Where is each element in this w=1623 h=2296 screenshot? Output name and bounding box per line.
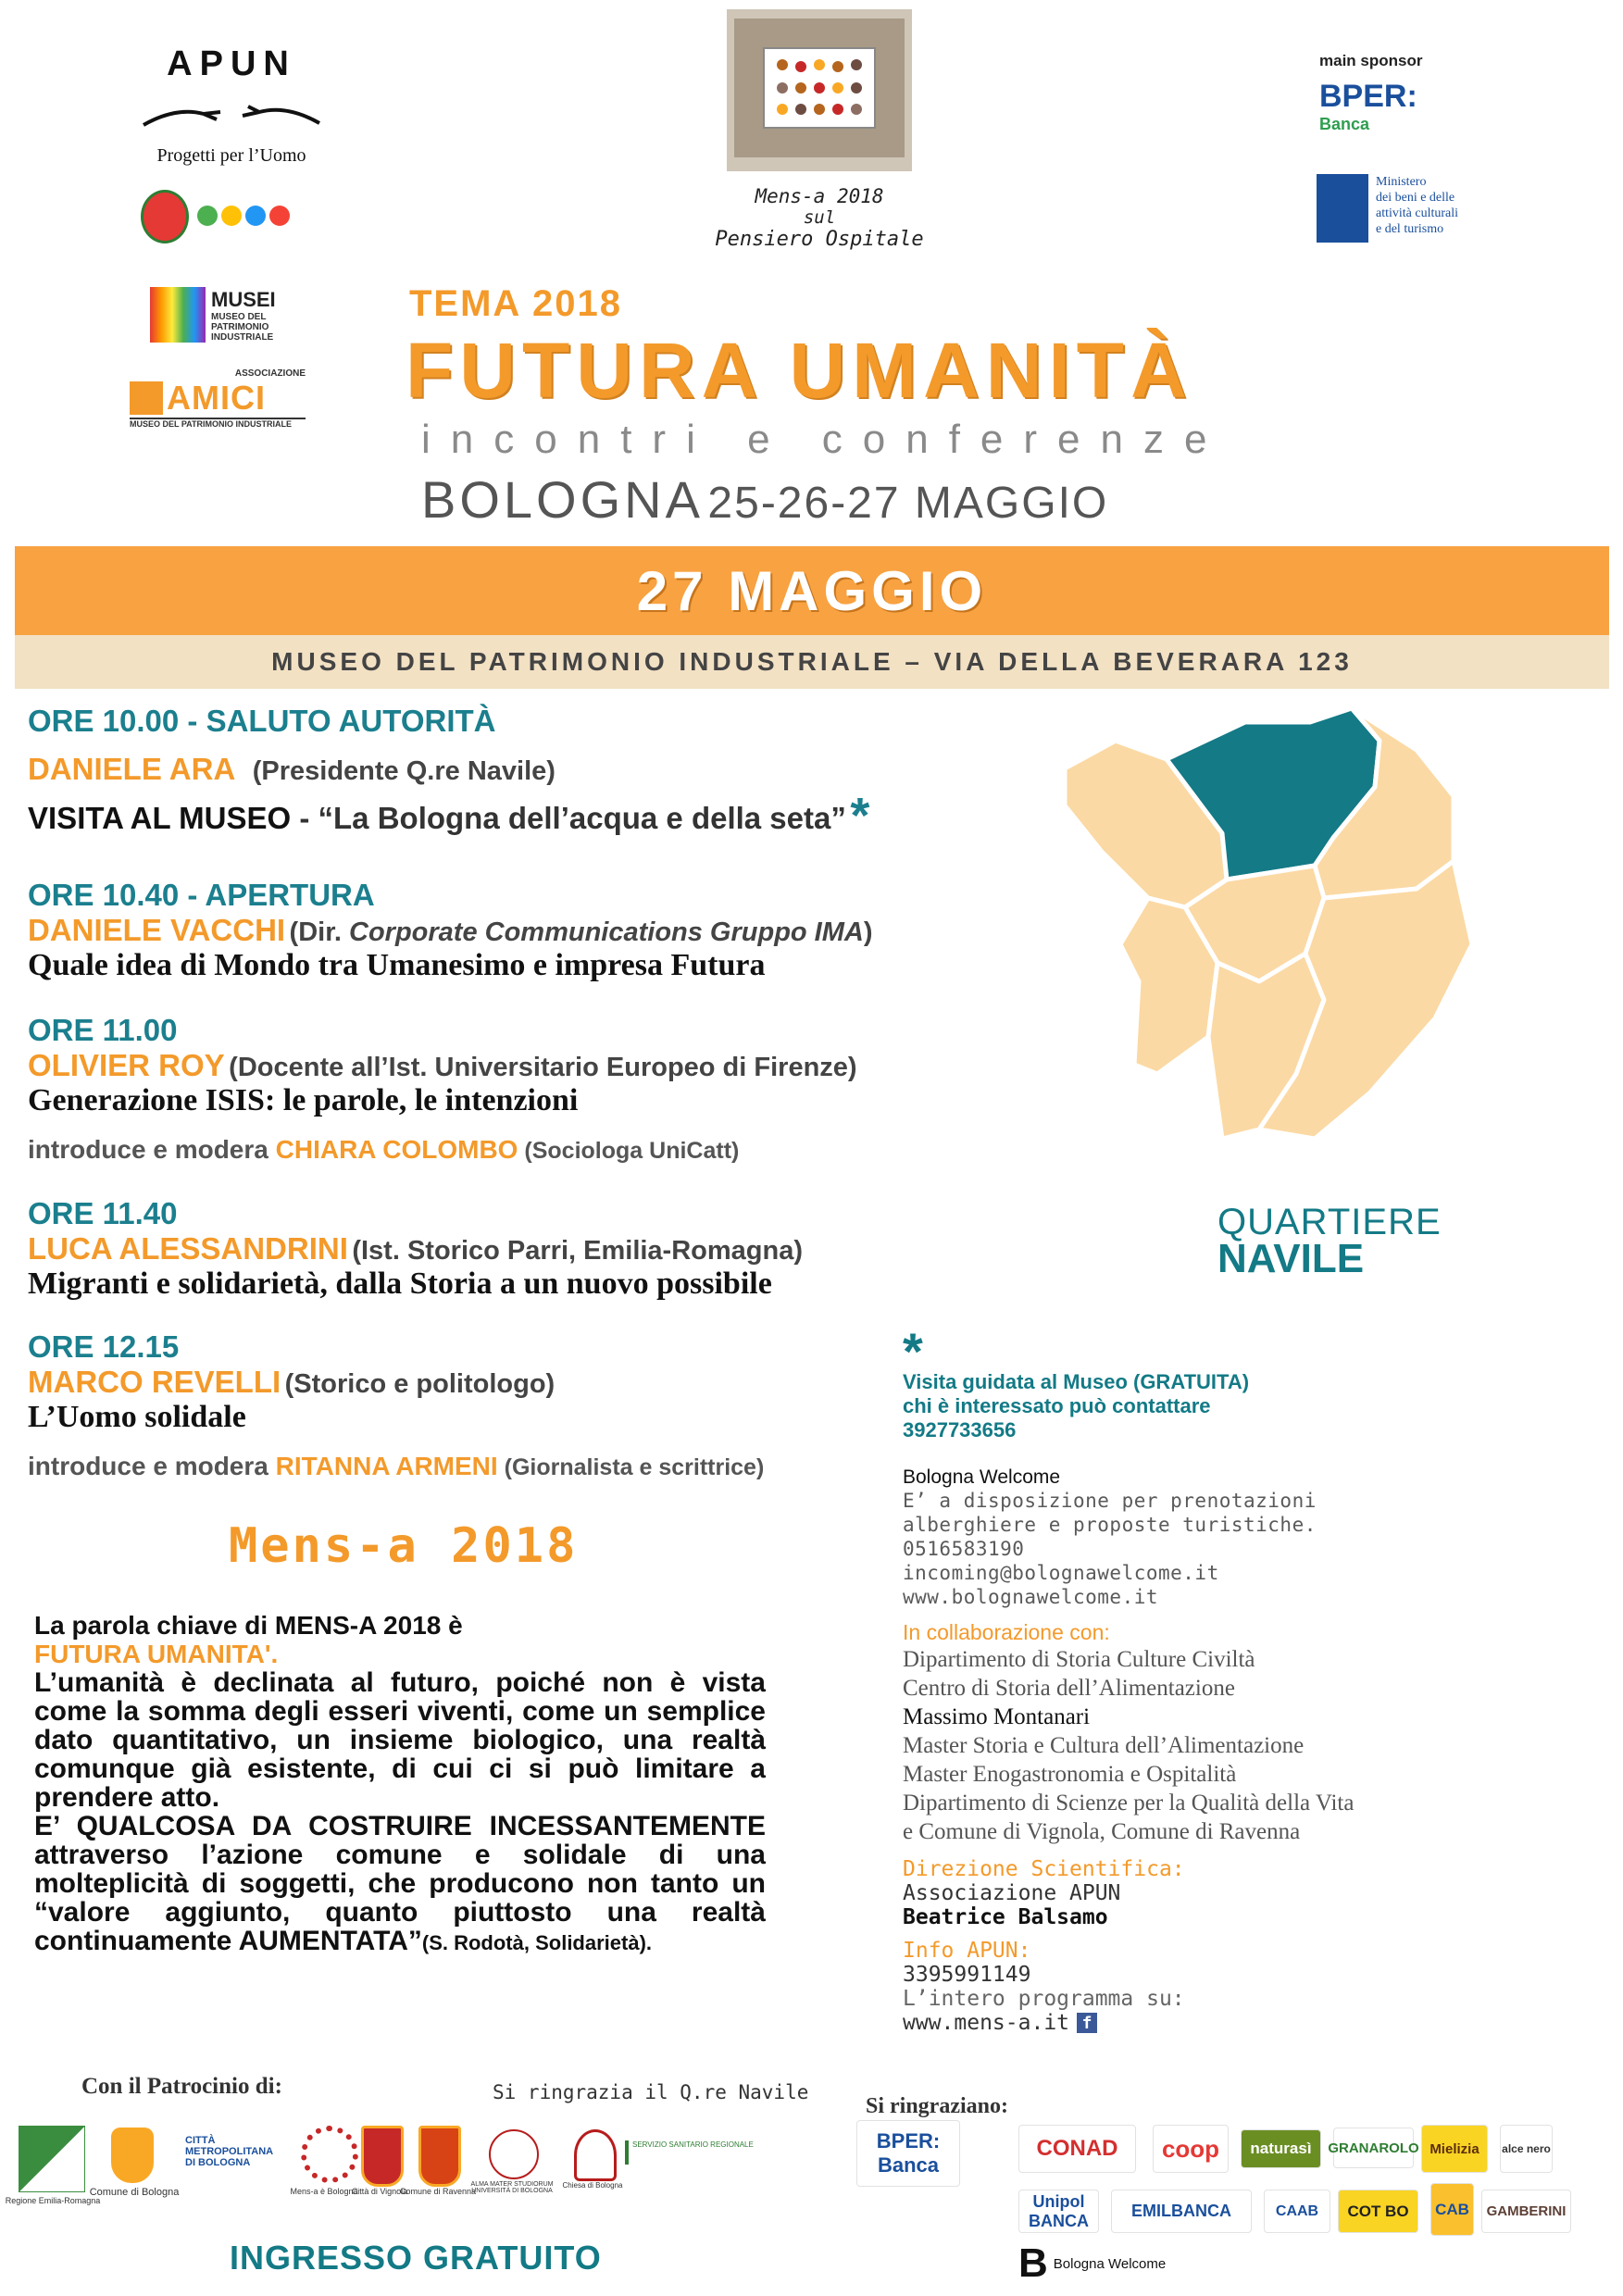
visit-line2: chi è interessato può contattare: [903, 1394, 1211, 1417]
ringraziano-label: Si ringraziano:: [866, 2094, 1008, 2118]
bw-email[interactable]: incoming@bolognawelcome.it: [903, 1562, 1219, 1584]
ministero-line3: attività culturali: [1376, 206, 1459, 220]
patron-label-6: Comune di Ravenna: [399, 2187, 477, 2196]
program: [28, 704, 917, 1481]
patron-label-5: Città di Vignola: [351, 2187, 408, 2196]
collab-3: Massimo Montanari: [903, 1704, 1091, 1729]
collaboration-info: [903, 1620, 1477, 1846]
bper-name: BPER:: [1319, 79, 1417, 114]
bper-main-logo: [1319, 79, 1472, 151]
apun-subtitle: Progetti per l’Uomo: [156, 145, 306, 166]
sponsor-naturasi: naturasì: [1241, 2129, 1321, 2168]
patron-label-2: Comune di Bologna: [89, 2187, 180, 2198]
sponsor-mielizia: Mielizia: [1421, 2125, 1488, 2173]
apun-logo: [139, 44, 324, 183]
amici-assoc: ASSOCIAZIONE: [234, 368, 306, 379]
bologna-welcome-info: [903, 1466, 1477, 1609]
event-1-visit-title: - “La Bologna dell’acqua e della seta”: [291, 801, 846, 835]
mensa-p3c: (S. Rodotà, Solidarietà).: [421, 1931, 653, 1954]
bw-line1: E’ a disposizione per prenotazioni: [903, 1490, 1317, 1512]
event-1-time: ORE 10.00 - SALUTO AUTORITÀ: [28, 704, 496, 738]
bw-phone: 0516583190: [903, 1538, 1025, 1560]
patron-label-1: Regione Emilia-Romagna: [5, 2196, 101, 2205]
event-1-visit: VISITA AL MUSEO: [28, 801, 292, 835]
info-title: Info APUN:: [903, 1939, 1031, 1963]
mensa-p3a: E’ QUALCOSA DA COSTRUIRE INCESSANTEMENTE: [34, 1811, 766, 1841]
mensa-p1b: FUTURA UMANITA'.: [34, 1640, 279, 1668]
sponsor-bper: BPER: Banca: [856, 2120, 960, 2187]
mensa-description: [34, 1611, 766, 1957]
musei-sub: MUSEO DEL PATRIMONIO INDUSTRIALE: [211, 312, 274, 343]
sponsor-gamberini: GAMBERINI: [1481, 2190, 1571, 2233]
amici-name: AMICI: [167, 379, 266, 417]
venue-label: MUSEO DEL PATRIMONIO INDUSTRIALE – VIA DELLA BEVERARA 123: [271, 647, 1353, 676]
patron-label-4: Mens-a è Bologna: [290, 2187, 358, 2196]
ravenna-crest-icon: [418, 2126, 461, 2187]
sponsor-conad: CONAD: [1018, 2125, 1136, 2173]
event-3-intro: introduce e modera: [28, 1135, 276, 1164]
event-1: [28, 704, 917, 844]
sponsor-alcenero: alce nero: [1500, 2125, 1553, 2173]
dates-label: 25-26-27 MAGGIO: [707, 479, 1109, 528]
event-5-speaker: MARCO REVELLI: [28, 1365, 281, 1399]
regione-logo: [19, 2126, 85, 2192]
city-dates: [421, 469, 1108, 530]
bw-website[interactable]: www.bolognawelcome.it: [903, 1586, 1159, 1608]
bw-title: Bologna Welcome: [903, 1466, 1061, 1488]
ingresso-gratuito: INGRESSO GRATUITO: [230, 2239, 602, 2277]
quartiere-word: QUARTIERE: [1217, 1202, 1442, 1242]
collab-7: e Comune di Vignola, Comune di Ravenna: [903, 1819, 1301, 1844]
event-2-role-c: ): [863, 917, 873, 947]
mensa-p1: La parola chiave di MENS-A 2018 è: [34, 1611, 463, 1640]
mensa-caption-line2: sul: [803, 207, 836, 228]
event-4-title: Migranti e solidarietà, dalla Storia a un nuovo possibile: [28, 1267, 772, 1301]
ssr-logo: SERVIZIO SANITARIO REGIONALE: [625, 2140, 818, 2165]
direzione-info: [903, 1857, 1477, 1929]
mensa-collage-image: [727, 9, 912, 171]
sponsor-emilbanca: EMILBANCA: [1111, 2190, 1252, 2233]
main-sponsor-label: main sponsor: [1319, 52, 1423, 69]
city-label: BOLOGNA: [421, 470, 704, 529]
event-1-role: (Presidente Q.re Navile): [252, 756, 556, 786]
event-2-time: ORE 10.40 - APERTURA: [28, 878, 375, 912]
sponsor-bologna-welcome: [1018, 2240, 1166, 2287]
mensa-heading: Mens-a 2018: [229, 1518, 579, 1574]
creation-hands-icon: [139, 88, 324, 144]
musei-bologna-logo: [150, 287, 307, 361]
event-5-role: (Storico e politologo): [284, 1369, 556, 1399]
facebook-icon[interactable]: f: [1077, 2013, 1097, 2033]
mensa-p3b: attraverso l’azione comune e solidale di una molteplicità di soggetti, che producono non tanto un “valore aggiunto, quanto piuttosto una realtà continuamente AUMENTATA”: [34, 1840, 766, 1956]
event-4-role: (Ist. Storico Parri, Emilia-Romagna): [352, 1236, 803, 1266]
tema-label: TEMA 2018: [409, 283, 622, 324]
venue-banner: [15, 635, 1609, 689]
dir-title: Direzione Scientifica:: [903, 1857, 1185, 1881]
sponsor-unipol: Unipol BANCA: [1018, 2190, 1099, 2233]
mensa-caption-line3: Pensiero Ospitale: [715, 228, 924, 251]
event-2: [28, 878, 917, 983]
event-2-speaker: DANIELE VACCHI: [28, 913, 286, 947]
bw-line2: alberghiere e proposte turistiche.: [903, 1514, 1317, 1536]
bper-sub: Banca: [1319, 115, 1370, 133]
info-website[interactable]: www.mens-a.it: [903, 2011, 1070, 2035]
event-3-title: Generazione ISIS: le parole, le intenzioni: [28, 1083, 579, 1117]
side-info: [903, 1322, 1477, 2035]
event-5-time: ORE 12.15: [28, 1329, 180, 1364]
sponsor-caab: CAAB: [1264, 2190, 1330, 2233]
sponsor-coop: coop: [1153, 2125, 1229, 2173]
info-phone: 3395991149: [903, 1963, 1031, 1987]
ringrazia-label: Si ringrazia il Q.re Navile: [493, 2081, 809, 2103]
event-5-intro: introduce e modera: [28, 1452, 276, 1480]
apun-info: [903, 1939, 1477, 2035]
event-3-time: ORE 11.00: [28, 1013, 178, 1047]
chiesa-bologna-icon: [574, 2129, 617, 2181]
amici-sub: MUSEO DEL PATRIMONIO INDUSTRIALE: [130, 418, 306, 429]
collab-title: In collaborazione con:: [903, 1620, 1110, 1644]
visit-line1: Visita guidata al Museo (GRATUITA): [903, 1370, 1250, 1393]
ministero-line4: e del turismo: [1376, 222, 1444, 236]
event-2-title: Quale idea di Mondo tra Umanesimo e impresa Futura: [28, 948, 766, 982]
collab-2: Centro di Storia dell’Alimentazione: [903, 1676, 1235, 1701]
event-3-moderator-role: (Sociologa UniCatt): [518, 1138, 740, 1164]
miur-logo: [196, 202, 307, 234]
repubblica-emblem-icon: [141, 190, 189, 243]
dir-line2: Beatrice Balsamo: [903, 1905, 1108, 1929]
patron-logos: [5, 2120, 833, 2222]
event-4-speaker: LUCA ALESSANDRINI: [28, 1231, 348, 1266]
mensa-p2: L’umanità è declinata al futuro, poiché non è vista come la somma degli esseri viventi, come un semplice dato quantitativo, un insieme biologico, una realtà comunque già esistente, di cui ci si può limitare a prendere atto.: [34, 1667, 766, 1813]
mensa-bologna-logo: [301, 2126, 358, 2183]
side-asterisk: *: [903, 1322, 923, 1380]
event-3-moderator: CHIARA COLOMBO: [275, 1135, 518, 1164]
sponsor-granarolo: GRANAROLO: [1333, 2128, 1414, 2168]
event-1-speaker: DANIELE ARA: [28, 752, 236, 786]
quartiere-label: [1217, 1202, 1442, 1281]
mensa-caption-line1: Mens-a 2018: [755, 185, 884, 207]
patron-label-7: ALMA MATER STUDIORUM UNIVERSITÀ DI BOLOGNA: [470, 2181, 554, 2194]
sponsor-cab: CAB: [1430, 2183, 1474, 2236]
event-5-moderator: RITANNA ARMENI: [275, 1452, 498, 1480]
mensa-caption: [685, 185, 954, 251]
event-5: [28, 1329, 917, 1481]
event-4: [28, 1196, 917, 1302]
ministero-logo: [1317, 174, 1483, 246]
banner-date: 27 MAGGIO: [636, 559, 988, 622]
main-title: FUTURA UMANITÀ: [406, 327, 1193, 414]
event-3-speaker: OLIVIER ROY: [28, 1048, 225, 1082]
event-3: [28, 1013, 917, 1165]
navile-word: NAVILE: [1217, 1236, 1365, 1281]
patron-label-8: Chiesa di Bologna: [562, 2181, 623, 2190]
ministero-line1: Ministero: [1376, 175, 1427, 189]
event-5-moderator-role: (Giornalista e scrittrice): [497, 1454, 765, 1480]
patrocinio-label: Con il Patrocinio di:: [81, 2074, 282, 2099]
musei-label: MUSEI: [211, 288, 276, 311]
collab-6: Dipartimento di Scienze per la Qualità della Vita: [903, 1791, 1355, 1816]
subtitle: incontri e conferenze: [421, 417, 1228, 462]
visit-asterisk: *: [850, 788, 870, 843]
citta-metro-logo: CITTÀ METROPOLITANA DI BOLOGNA: [185, 2135, 273, 2168]
info-line: L’intero programma su:: [903, 1987, 1185, 2011]
vignola-crest-icon: [361, 2126, 404, 2187]
event-3-role: (Docente all’Ist. Universitario Europeo di Firenze): [229, 1053, 857, 1082]
ministero-line2: dei beni e delle: [1376, 191, 1455, 205]
apun-title: APUN: [167, 44, 296, 83]
event-2-role-a: (Dir.: [289, 917, 349, 947]
bologna-crest-icon: [111, 2128, 154, 2183]
event-2-role-b: Corporate Communications Gruppo IMA: [349, 917, 864, 947]
collab-5: Master Enogastronomia e Ospitalità: [903, 1762, 1237, 1787]
event-5-title: L’Uomo solidale: [28, 1400, 246, 1434]
amici-logo: [130, 368, 306, 435]
visit-phone: 3927733656: [903, 1418, 1017, 1441]
bologna-welcome-label: Bologna Welcome: [1053, 2255, 1167, 2272]
dir-line1: Associazione APUN: [903, 1881, 1121, 1905]
event-4-time: ORE 11.40: [28, 1196, 178, 1230]
bologna-welcome-b-icon: B: [1018, 2240, 1048, 2286]
sponsor-cotabo: COT BO: [1338, 2190, 1418, 2233]
collab-1: Dipartimento di Storia Culture Civiltà: [903, 1647, 1255, 1672]
quartiere-map: [1046, 704, 1481, 1185]
date-banner: [15, 546, 1609, 635]
visit-info: [903, 1370, 1477, 1442]
unibo-seal-icon: [489, 2129, 539, 2179]
collab-4: Master Storia e Cultura dell’Alimentazione: [903, 1733, 1305, 1758]
